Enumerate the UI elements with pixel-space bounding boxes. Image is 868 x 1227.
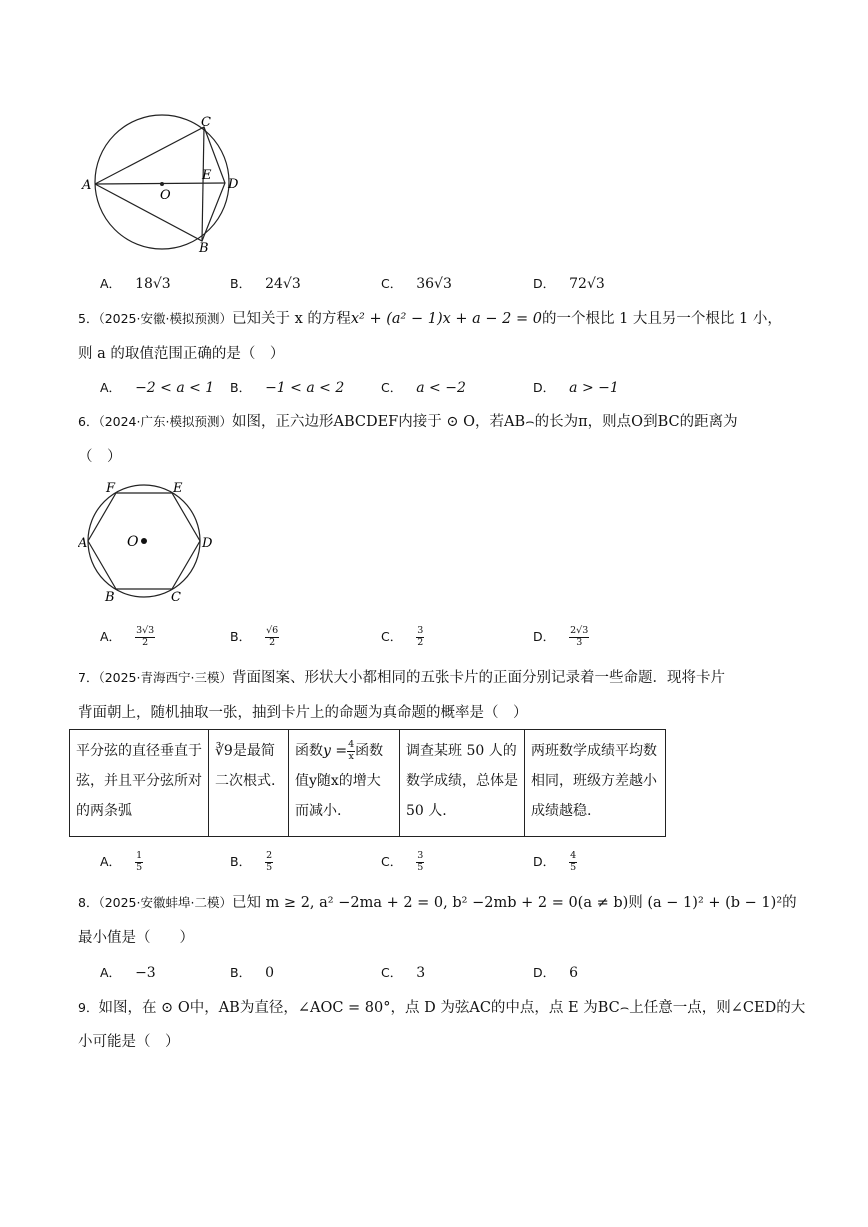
question-6-line-1 (78, 412, 738, 432)
q7-option-a[interactable] (100, 851, 143, 874)
question-source: （2024·广东·模拟预测） (98, 414, 232, 429)
point-label-c: C (171, 590, 181, 605)
q4-option-d[interactable] (533, 274, 605, 292)
option-label: C． (381, 380, 403, 395)
question-8-line-2: 最小值是（ ） (78, 930, 194, 946)
point-label-c: C (201, 115, 211, 130)
q5-option-d[interactable] (533, 378, 619, 396)
question-number: 6． (78, 414, 99, 429)
denominator: 5 (570, 861, 577, 873)
option-label: C． (381, 965, 403, 980)
q6-option-c[interactable] (381, 626, 424, 649)
hexagon-figure (78, 478, 218, 608)
option-value: 36√3 (416, 276, 452, 292)
point-label-e: E (202, 168, 212, 183)
card-text: 函数 (295, 743, 323, 759)
q8-option-a[interactable] (100, 963, 156, 981)
point-label-o: O (160, 188, 171, 203)
question-text: 已知 m ≥ 2, a² −2ma + 2 = 0, b² −2mb + 2 = 0(a ≠ b)则 (a − 1)² + (b − 1)²的 (231, 895, 797, 911)
q4-option-c[interactable] (381, 274, 452, 292)
question-8-line-1 (78, 893, 797, 913)
option-value: 3 (416, 965, 426, 981)
option-label: A． (100, 380, 122, 395)
equation: x² + (a² − 1)x + a − 2 = 0 (350, 311, 542, 327)
fraction (416, 851, 424, 874)
q4-option-b[interactable] (230, 274, 301, 292)
card-5: 两班数学成绩平均数相同，班级方差越小成绩越稳. (525, 730, 666, 837)
q8-option-c[interactable] (381, 963, 425, 981)
point-label-a: A (82, 178, 92, 193)
fraction (135, 851, 143, 874)
numerator: 2√3 (570, 625, 589, 636)
option-value: −2 < a < 1 (135, 380, 215, 396)
q8-option-b[interactable] (230, 963, 274, 981)
q7-option-c[interactable] (381, 851, 424, 874)
option-label: D． (533, 380, 556, 395)
option-label: D． (533, 965, 556, 980)
q5-option-b[interactable] (230, 378, 344, 396)
question-source: （2025·安徽蚌埠·二模） (98, 895, 232, 910)
table-row (70, 730, 666, 837)
fraction (569, 851, 577, 874)
question-text: 如图，在 ⊙ O中，AB为直径，∠AOC = 80°，点 D 为弦AC的中点，点 E 为BC⌢上任意一点，则∠CED的大 (98, 1000, 806, 1016)
question-number: 9． (78, 1000, 99, 1015)
q6-option-a[interactable] (100, 626, 155, 649)
card-4: 调查某班 50 人的数学成绩，总体是 50 人. (400, 730, 525, 837)
question-7-line-2: 背面朝上，随机抽取一张，抽到卡片上的命题为真命题的概率是（ ） (78, 705, 528, 721)
numerator: 2 (266, 850, 273, 861)
denominator: 2 (142, 636, 149, 648)
denominator: 5 (417, 861, 424, 873)
question-9-line-2: 小可能是（ ） (78, 1034, 180, 1050)
card-1: 平分弦的直径垂直于弦，并且平分弦所对的两条弧 (70, 730, 209, 837)
point-label-d: D (202, 536, 213, 551)
option-label: A． (100, 965, 122, 980)
q7-option-d[interactable] (533, 851, 577, 874)
fraction (135, 626, 155, 649)
point-label-b: B (105, 590, 115, 605)
question-number: 5． (78, 311, 99, 326)
denominator: 2 (269, 636, 276, 648)
fraction (416, 626, 424, 649)
option-value: −3 (135, 965, 156, 981)
numerator: 3 (417, 625, 424, 636)
question-source: （2025·青海西宁·三模） (98, 670, 232, 685)
question-5-line-1 (78, 309, 782, 329)
question-text: 的一个根比 1 大且另一个根比 1 小， (541, 311, 782, 327)
option-value: 24√3 (265, 276, 301, 292)
question-7-line-1 (78, 668, 725, 688)
question-text: 已知关于 x 的方程 (231, 311, 351, 327)
option-label: B． (230, 380, 252, 395)
point-label-e: E (173, 481, 183, 496)
circle-figure-1 (80, 110, 250, 260)
denominator: 5 (136, 861, 143, 873)
option-label: A． (100, 854, 122, 870)
q5-option-c[interactable] (381, 378, 466, 396)
point-label-o: O (127, 534, 139, 550)
q6-option-d[interactable] (533, 626, 589, 649)
card-3 (289, 730, 400, 837)
fraction (347, 740, 355, 763)
denominator: 5 (266, 861, 273, 873)
option-label: D． (533, 854, 556, 870)
fraction (265, 626, 279, 649)
numerator: √6 (266, 625, 279, 636)
option-label: C． (381, 629, 403, 645)
denominator: 3 (576, 636, 583, 648)
point-label-d: D (228, 177, 239, 192)
card-text: 函数 (355, 743, 384, 759)
option-label: D． (533, 629, 556, 645)
function-y: y = (323, 743, 348, 759)
denominator: x (348, 750, 354, 762)
point-label-a: A (78, 536, 88, 551)
question-6-line-2: （ ） (78, 449, 122, 465)
question-5-line-2: 则 a 的取值范围正确的是（ ） (78, 346, 285, 362)
option-label: B． (230, 629, 252, 645)
q7-option-b[interactable] (230, 851, 273, 874)
option-value: 18√3 (135, 276, 171, 292)
fraction (569, 626, 589, 649)
card-text: 是最简二次根式. (215, 743, 276, 789)
q5-option-a[interactable] (100, 378, 214, 396)
numerator: 3√3 (136, 625, 155, 636)
option-label: A． (100, 276, 122, 291)
q6-option-b[interactable] (230, 626, 279, 649)
fraction (265, 851, 273, 874)
option-value: −1 < a < 2 (265, 380, 345, 396)
numerator: 4 (348, 738, 355, 750)
option-value: 6 (569, 965, 579, 981)
option-value: 0 (265, 965, 274, 981)
question-number: 7． (78, 670, 99, 685)
radical: ∛9 (215, 743, 233, 759)
question-number: 8． (78, 895, 99, 910)
option-value: 72√3 (569, 276, 605, 292)
option-value: a < −2 (416, 380, 466, 396)
denominator: 2 (417, 636, 424, 648)
option-label: B． (230, 276, 252, 291)
numerator: 4 (570, 850, 577, 861)
card-2 (209, 730, 289, 837)
option-label: C． (381, 276, 403, 291)
q4-option-a[interactable] (100, 274, 171, 292)
option-value: a > −1 (569, 380, 619, 396)
question-9-line-1 (78, 998, 805, 1018)
option-label: B． (230, 854, 252, 870)
q8-option-d[interactable] (533, 963, 578, 981)
point-label-f: F (106, 481, 116, 496)
option-label: D． (533, 276, 556, 291)
numerator: 3 (417, 850, 424, 861)
card-text: 值y随x的增大而减小. (295, 773, 381, 819)
option-label: C． (381, 854, 403, 870)
point-label-b: B (199, 241, 209, 256)
question-text: 背面图案、形状大小都相同的五张卡片的正面分别记录着一些命题．现将卡片 (231, 670, 725, 686)
question-text: 如图，正六边形ABCDEF内接于 ⊙ O，若AB⌢的长为π，则点O到BC的距离为 (231, 414, 738, 430)
question-source: （2025·安徽·模拟预测） (98, 311, 232, 326)
option-label: B． (230, 965, 252, 980)
numerator: 1 (136, 850, 143, 861)
option-label: A． (100, 629, 122, 645)
proposition-cards-table (69, 729, 666, 837)
